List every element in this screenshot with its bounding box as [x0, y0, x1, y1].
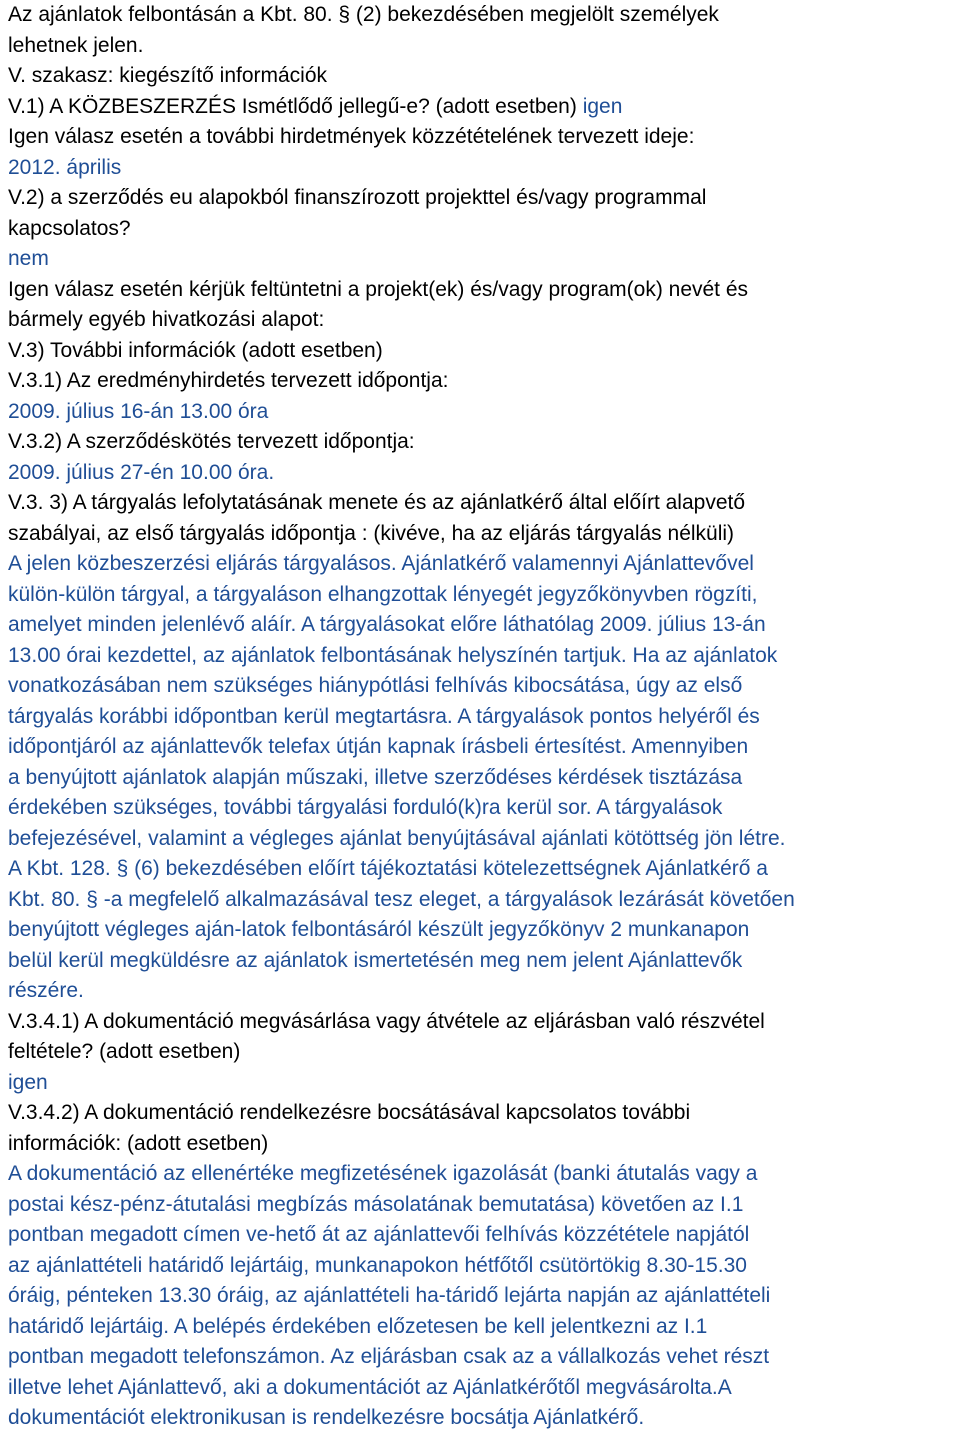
text-line: kapcsolatos? [8, 216, 131, 240]
answer-line: részére. [8, 979, 84, 1002]
answer-line: belül kerül megküldésre az ajánlatok ismertetésén meg nem jelent Ajánlattevők [8, 948, 743, 972]
answer-line: pontban megadott címen ve-hető át az ajánlattevői felhívás közzététele napjától [8, 1223, 750, 1246]
answer-line: befejezésével, valamint a végleges ajánlat benyújtásával ajánlati kötöttség jön létre. [8, 826, 786, 850]
section-heading: V.3) További információk (adott esetben) [8, 338, 383, 362]
answer-line: 2009. július 16-án 13.00 óra [8, 399, 269, 423]
answer-line: nem [8, 247, 49, 270]
document-body [8, 0, 956, 1434]
text-line: Igen válasz esetén a további hirdetmények közzétételének tervezett ideje: [8, 125, 695, 148]
text-line: V.3. 3) A tárgyalás lefolytatásának menete és az ajánlatkérő által előírt alapvető [8, 491, 746, 514]
text-line: Az ajánlatok felbontásán a Kbt. 80. § (2) bekezdésében megjelölt személyek [8, 3, 719, 26]
answer-line: 2012. április [8, 155, 122, 179]
text-line: információk: (adott esetben) [8, 1131, 269, 1155]
answer-text: igen [582, 94, 623, 118]
text-line: V.3.4.2) A dokumentáció rendelkezésre bocsátásával kapcsolatos további [8, 1101, 691, 1124]
text-line: V.3.4.1) A dokumentáció megvásárlása vagy átvétele az eljárásban való részvétel [8, 1009, 765, 1033]
answer-line: tárgyalás korábbi időpontban kerül megtartásra. A tárgyalások pontos helyéről és [8, 704, 760, 728]
answer-line: az ajánlattételi határidő lejártáig, munkanapokon hétfőtől csütörtökig 8.30-15.30 [8, 1253, 747, 1277]
text-line: szabályai, az első tárgyalás időpontja : (kivéve, ha az eljárás tárgyalás nélküli) [8, 521, 735, 545]
answer-line: dokumentációt elektronikusan is rendelkezésre bocsátja Ajánlatkérő. [8, 1406, 645, 1429]
answer-line: A dokumentáció az ellenértéke megfizetésének igazolását (banki átutalás vagy a [8, 1162, 758, 1185]
text-line: V.3.2) A szerződéskötés tervezett időpontja: [8, 430, 415, 453]
answer-line: pontban megadott telefonszámon. Az eljárásban csak az a vállalkozás vehet részt [8, 1345, 770, 1368]
section-heading: V. szakasz: kiegészítő információk [8, 64, 328, 87]
answer-line: a benyújtott ajánlatok alapján műszaki, illetve szerződéses kérdések tisztázása [8, 765, 743, 789]
answer-line: 2009. július 27-én 10.00 óra. [8, 460, 275, 484]
answer-line: amelyet minden jelenlévő aláír. A tárgyalásokat előre láthatólag 2009. július 13-án [8, 613, 766, 636]
text-line: lehetnek jelen. [8, 33, 144, 57]
answer-line: külön-külön tárgyal, a tárgyaláson elhangzottak lényegét jegyzőkönyvben rögzíti, [8, 582, 758, 606]
text-line: Igen válasz esetén kérjük feltüntetni a projekt(ek) és/vagy program(ok) nevét és [8, 277, 749, 301]
answer-line: 13.00 órai kezdettel, az ajánlatok felbontásának helyszínén tartjuk. Ha az ajánlatok [8, 643, 778, 667]
text-line: bármely egyéb hivatkozási alapot: [8, 308, 325, 331]
answer-line: érdekében szükséges, további tárgyalási forduló(k)ra kerül sor. A tárgyalások [8, 796, 723, 819]
answer-line: határidő lejártáig. A belépés érdekében előzetesen be kell jelentkezni az I.1 [8, 1314, 708, 1338]
answer-line: Kbt. 80. § -a megfelelő alkalmazásával tesz eleget, a tárgyalások lezárását követően [8, 887, 795, 911]
answer-line: igen [8, 1070, 48, 1094]
text-line: V.3.1) Az eredményhirdetés tervezett időpontja: [8, 369, 449, 392]
answer-line: A Kbt. 128. § (6) bekezdésében előírt tájékoztatási kötelezettségnek Ajánlatkérő a [8, 857, 768, 880]
answer-line: benyújtott végleges aján-latok felbontásáról készült jegyzőkönyv 2 munkanapon [8, 918, 750, 941]
text-line: V.2) a szerződés eu alapokból finanszírozott projekttel és/vagy programmal [8, 186, 707, 209]
text-line: feltétele? (adott esetben) [8, 1040, 241, 1063]
text-line [8, 92, 956, 123]
answer-line: vonatkozásában nem szükséges hiánypótlási felhívás kibocsátása, úgy az első [8, 674, 743, 697]
answer-line: óráig, pénteken 13.30 óráig, az ajánlattételi ha-táridő lejárta napján az ajánlattételi [8, 1284, 771, 1307]
question-text: V.1) A KÖZBESZERZÉS Ismétlődő jellegű-e? (adott esetben) [8, 94, 583, 118]
answer-line: postai kész-pénz-átutalási megbízás másolatának bemutatása) követően az I.1 [8, 1192, 744, 1216]
answer-line: A jelen közbeszerzési eljárás tárgyalásos. Ajánlatkérő valamennyi Ajánlattevővel [8, 552, 754, 575]
answer-line: illetve lehet Ajánlattevő, aki a dokumentációt az Ajánlatkérőtől megvásárolta.A [8, 1375, 732, 1399]
answer-line: időpontjáról az ajánlattevők telefax útján kapnak írásbeli értesítést. Amennyiben [8, 735, 749, 758]
